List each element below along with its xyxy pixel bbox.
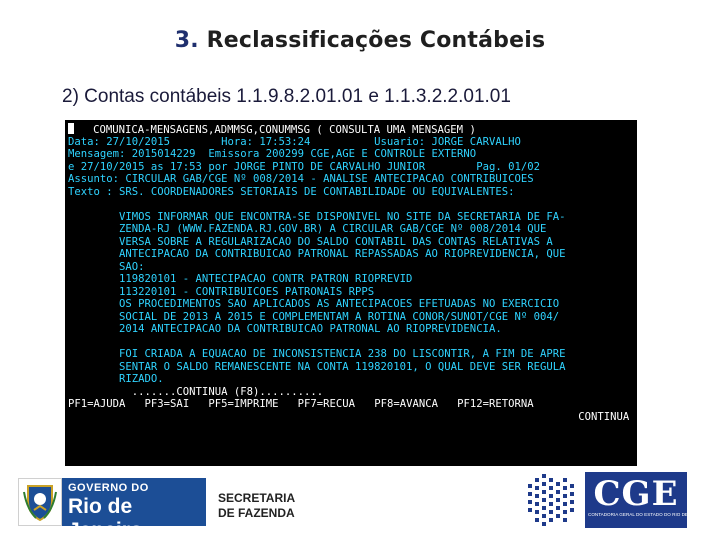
terminal-body-line: SOCIAL DE 2013 A 2015 E COMPLEMENTAM A ROTINA CONOR/SUNOT/CGE Nº 004/ — [68, 310, 560, 323]
cge-dot-pattern-icon — [525, 470, 581, 530]
cge-logo-text: CGE — [593, 474, 679, 514]
cge-logo — [585, 472, 710, 528]
rj-logo-small-text: GOVERNO DO — [68, 482, 149, 494]
terminal-body-line: RIZADO. — [68, 373, 164, 385]
terminal-body-line: ZENDA-RJ (WWW.FAZENDA.RJ.GOV.BR) A CIRCULAR GAB/CGE Nº 008/2014 QUE — [68, 223, 547, 235]
terminal-blank-line — [68, 198, 634, 211]
terminal-data-line: Data: 27/10/2015 Hora: 17:53:24 Usuario: JORGE CARVALHO — [68, 135, 521, 148]
pf8-forward-key[interactable]: PF8=AVANCA — [374, 398, 438, 410]
terminal-body-line: 2014 ANTECIPACAO DA CONTRIBUICAO PATRONAL AO RIOPREVIDENCIA. — [68, 323, 502, 335]
terminal-body-line: ANTECIPACAO DA CONTRIBUICAO PATRONAL REPASSADAS AO RIOPREVIDENCIA, QUE — [68, 248, 566, 260]
continua-prompt: .......CONTINUA (F8).......... — [68, 385, 324, 398]
terminal-emitido-line: e 27/10/2015 as 17:53 por JORGE PINTO DE CARVALHO JUNIOR Pag. 01/02 — [68, 160, 540, 173]
terminal-body-line: VIMOS INFORMAR QUE ENCONTRA-SE DISPONIVEL NO SITE DA SECRETARIA DE FA- — [68, 210, 566, 223]
cge-logo-subtext: CONTADORIA GERAL DO ESTADO DO RIO DE JANEIRO — [588, 512, 710, 517]
continua-status-line — [68, 411, 634, 424]
rj-coat-of-arms-icon — [18, 478, 62, 526]
terminal-mensagem-line: Mensagem: 2015014229 Emissora 200299 CGE,AGE E CONTROLE EXTERNO — [68, 148, 477, 160]
terminal-body-line: SENTAR O SALDO REMANESCENTE NA CONTA 119820101, O QUAL DEVE SER REGULA — [68, 360, 566, 373]
slide-title-number: 3. — [174, 28, 199, 53]
slide-subtitle: 2) Contas contábeis 1.1.9.8.2.01.01 e 1.1.3.2.2.01.01 — [62, 86, 511, 107]
terminal-body-line: 113220101 - CONTRIBUICOES PATRONAIS RPPS — [68, 285, 375, 298]
governo-rj-logo — [18, 478, 206, 542]
sefaz-line-1: SECRETARIA — [218, 491, 296, 505]
terminal-body-line — [68, 336, 634, 349]
terminal-body-line: FOI CRIADA A EQUACAO DE INCONSISTENCIA 238 DO LISCONTIR, A FIM DE APRE — [68, 348, 566, 360]
terminal-texto-line: Texto : SRS. COORDENADORES SETORIAIS DE CONTABILIDADE OU EQUIVALENTES: — [68, 185, 515, 198]
slide-title-text: Reclassificações Contábeis — [206, 28, 546, 53]
slide-title — [0, 28, 720, 53]
pf5-print-key[interactable]: PF5=IMPRIME — [208, 398, 279, 410]
continua-status: CONTINUA — [578, 410, 630, 423]
terminal-body-line: VERSA SOBRE A REGULARIZACAO DO SALDO CONTABIL DAS CONTAS RELATIVAS A — [68, 235, 553, 248]
terminal-header: COMUNICA-MENSAGENS,ADMMSG,CONUMMSG ( CONSULTA UMA MENSAGEM ) — [93, 124, 476, 136]
terminal-assunto-line: Assunto: CIRCULAR GAB/CGE Nº 008/2014 - ANALISE ANTECIPACAO CONTRIBUICOES — [68, 173, 534, 185]
pf3-exit-key[interactable]: PF3=SAI — [144, 398, 190, 410]
pf12-return-key[interactable]: PF12=RETORNA — [457, 398, 534, 410]
secretaria-fazenda-label — [218, 491, 295, 521]
terminal-body-line: SAO: — [68, 260, 145, 273]
pf7-back-key[interactable]: PF7=RECUA — [297, 398, 356, 410]
pf1-help-key[interactable]: PF1=AJUDA — [68, 398, 126, 410]
rj-logo-big-text: Rio de Janeiro — [68, 495, 143, 542]
sefaz-line-2: DE FAZENDA — [218, 506, 295, 520]
terminal-header-line — [68, 123, 634, 136]
rj-logo-text-box — [62, 478, 206, 542]
cursor-block — [68, 123, 74, 134]
mainframe-terminal[interactable] — [65, 120, 637, 466]
terminal-body-line: 119820101 - ANTECIPACAO CONTR PATRON RIOPREVID — [68, 273, 413, 285]
terminal-body-line: OS PROCEDIMENTOS SAO APLICADOS AS ANTECIPACOES EFETUADAS NO EXERCICIO — [68, 298, 560, 310]
function-key-bar — [68, 398, 634, 411]
